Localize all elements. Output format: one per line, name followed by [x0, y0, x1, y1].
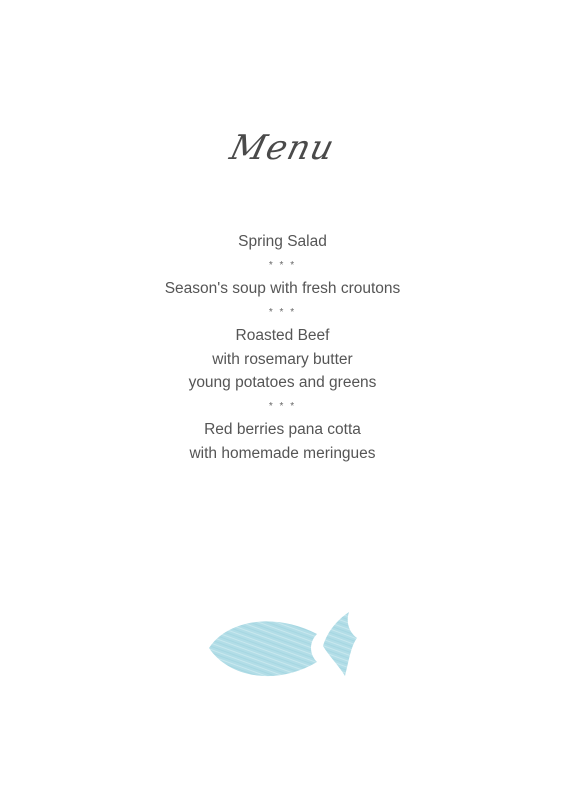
course-line: Spring Salad: [238, 233, 327, 250]
course-line: with rosemary butter: [212, 350, 353, 368]
course-line: young potatoes and greens: [188, 374, 377, 391]
course-separator: * * *: [268, 400, 297, 412]
course-line: with homemade meringues: [189, 444, 376, 462]
course-separator: * * *: [268, 259, 297, 271]
fish-body: [209, 621, 317, 676]
fish-icon: [205, 608, 360, 683]
course-line: Season's soup with fresh croutons: [164, 280, 401, 297]
fish-tail: [323, 612, 357, 676]
menu-courses: [0, 230, 565, 465]
course-separator: * * *: [268, 306, 297, 318]
course-line: Red berries pana cotta: [204, 421, 361, 438]
course-line: Roasted Beef: [235, 327, 330, 344]
menu-title-area: [0, 118, 565, 178]
menu-title: Menu: [226, 128, 339, 168]
